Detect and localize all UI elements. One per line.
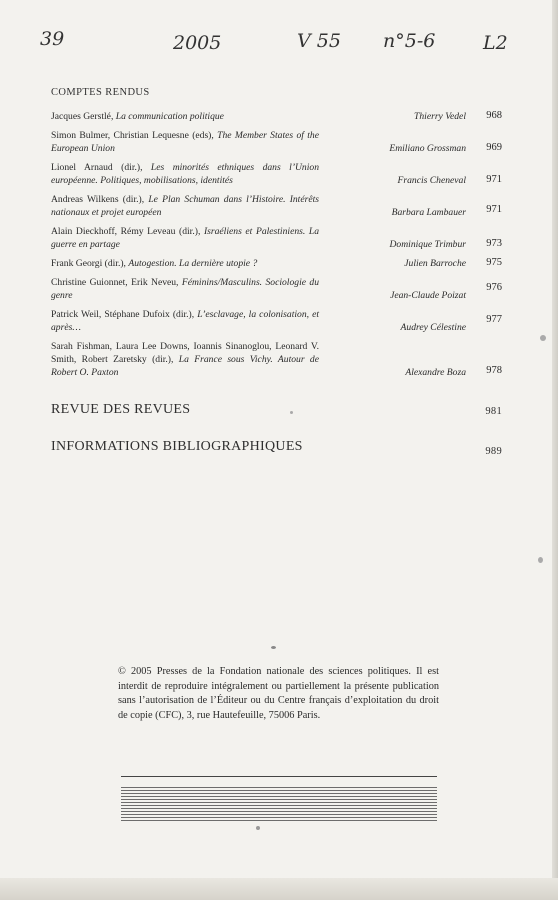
- handwritten-code: L2: [483, 32, 508, 54]
- review-book-title: Les minorités ethniques dans l’Union européenne. Politiques, mobilisations, identités: [51, 162, 319, 186]
- review-book-title: Autogestion. La dernière utopie ?: [128, 258, 258, 269]
- review-reference: [51, 161, 319, 187]
- section-label: INFORMATIONS BIBLIOGRAPHIQUES: [51, 439, 303, 454]
- decorative-rule-block: [121, 776, 437, 823]
- review-reference: [51, 276, 319, 302]
- handwritten-issue: n°5-6: [383, 30, 436, 52]
- page-number: 981: [485, 406, 502, 417]
- review-authors: Simon Bulmer, Christian Lequesne (eds),: [51, 130, 218, 141]
- review-book-title: La communication politique: [115, 111, 224, 122]
- review-entry: [51, 276, 506, 302]
- review-entry: [51, 110, 506, 123]
- handwritten-number: 39: [40, 28, 65, 50]
- page-number: 969: [486, 142, 502, 153]
- show-through-text: [42, 62, 552, 86]
- review-entry: [51, 129, 506, 155]
- review-book-title: Féminins/Masculins. Sociologie du genre: [51, 277, 319, 301]
- handwritten-year: 2005: [173, 32, 222, 54]
- review-reference: [51, 225, 319, 251]
- review-reference: [51, 308, 319, 334]
- review-reference: [51, 110, 319, 123]
- page-number: 971: [486, 174, 502, 185]
- review-entry: [51, 225, 506, 251]
- paper-speck: [538, 557, 543, 563]
- copyright-notice: © 2005 Presses de la Fondation nationale des sciences politiques. Il est interdit de reproduire intégralement ou partiellement la présente publication sans l’autorisation de l’Éditeur ou du Centre français d’exploitation du droit de copie (CFC), 3, rue Hautefeuille, 75006 Paris.: [118, 666, 439, 721]
- review-entry: [51, 193, 506, 219]
- page-number: 977: [486, 314, 502, 325]
- informations-bibliographiques-heading: [51, 439, 506, 455]
- page-number: 971: [486, 204, 502, 215]
- paper-speck: [256, 826, 260, 830]
- review-authors: Frank Georgi (dir.),: [51, 258, 129, 269]
- paper-speck: [540, 335, 546, 341]
- review-authors: Lionel Arnaud (dir.),: [51, 162, 151, 173]
- page-number: 975: [486, 257, 502, 268]
- review-entry: [51, 257, 506, 270]
- review-authors: Christine Guionnet, Erik Neveu,: [51, 277, 182, 288]
- reviewer-name: Alexandre Boza: [405, 367, 466, 378]
- review-book-title: The Member States of the European Union: [51, 130, 319, 154]
- review-reference: [51, 340, 319, 379]
- page-edge: [552, 0, 558, 900]
- review-book-title: Israéliens et Palestiniens. La guerre en partage: [51, 226, 319, 250]
- revue-des-revues-heading: [51, 402, 506, 418]
- review-authors: Patrick Weil, Stéphane Dufoix (dir.),: [51, 309, 198, 320]
- review-list: [51, 110, 506, 385]
- review-reference: [51, 193, 319, 219]
- section-title: COMPTES RENDUS: [51, 87, 150, 98]
- review-authors: Andreas Wilkens (dir.),: [51, 194, 149, 205]
- review-book-title: La France sous Vichy. Autour de Robert O. Paxton: [51, 354, 319, 378]
- paper-speck: [290, 411, 293, 414]
- reviewer-name: Thierry Vedel: [414, 111, 466, 122]
- bottom-shadow: [0, 878, 558, 900]
- review-entry: [51, 308, 506, 334]
- reviewer-name: Julien Barroche: [404, 258, 466, 269]
- review-authors: Jacques Gerstlé,: [51, 111, 116, 122]
- section-label: REVUE DES REVUES: [51, 402, 191, 417]
- ruled-lines: [121, 787, 437, 822]
- review-authors: Sarah Fishman, Laura Lee Downs, Ioannis Sinanoglou, Leonard V. Smith, Robert Zaretsky (dir.),: [51, 341, 319, 365]
- review-entry: [51, 161, 506, 187]
- reviewer-name: Francis Cheneval: [397, 175, 466, 186]
- handwritten-volume: V 55: [297, 30, 341, 52]
- paper-speck: [271, 646, 276, 649]
- page-number: 978: [486, 365, 502, 376]
- reviewer-name: Dominique Trimbur: [389, 239, 466, 250]
- handwritten-annotations: [0, 28, 558, 58]
- reviewer-name: Audrey Célestine: [400, 322, 466, 333]
- review-book-title: Le Plan Schuman dans l’Histoire. Intérêts nationaux et projet européen: [51, 194, 320, 218]
- review-reference: [51, 129, 319, 155]
- review-reference: [51, 257, 319, 270]
- review-book-title: L’esclavage, la colonisation, et après…: [51, 309, 319, 333]
- reviewer-name: Jean-Claude Poizat: [390, 290, 466, 301]
- page-number: 968: [486, 110, 502, 121]
- reviewer-name: Barbara Lambauer: [391, 207, 466, 218]
- page-number: 973: [486, 238, 502, 249]
- review-authors: Alain Dieckhoff, Rémy Leveau (dir.),: [51, 226, 204, 237]
- review-entry: [51, 340, 506, 379]
- page-number: 976: [486, 282, 502, 293]
- page-number: 989: [485, 446, 502, 457]
- reviewer-name: Emiliano Grossman: [389, 143, 466, 154]
